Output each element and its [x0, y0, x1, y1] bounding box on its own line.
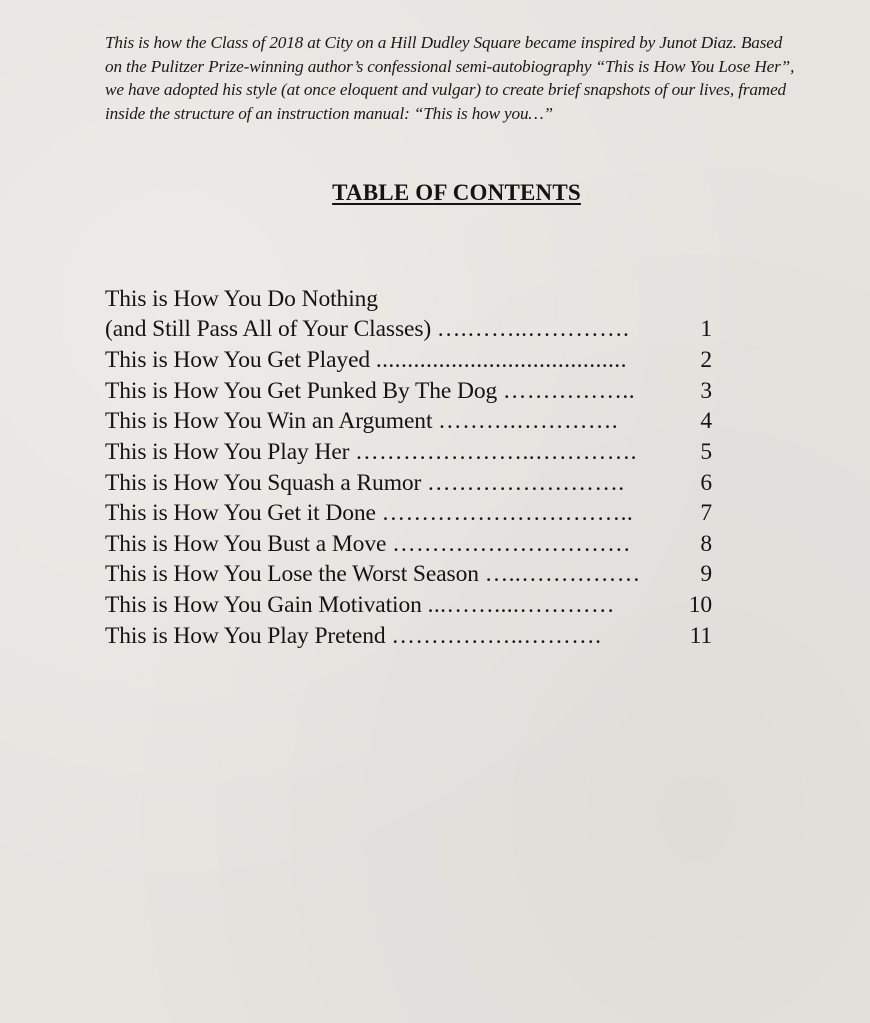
toc-page-number: 6 — [700, 470, 712, 496]
toc-page-number: 11 — [689, 623, 712, 649]
toc-heading: TABLE OF CONTENTS — [332, 180, 581, 205]
toc-entry-label: This is How You Squash a Rumor — [105, 470, 422, 496]
toc-dot-leader: ………………………….. — [381, 500, 634, 526]
toc-entry-2[interactable] — [105, 345, 712, 375]
toc-page-number: 10 — [688, 592, 712, 618]
toc-dot-leader: ….……..…………. — [436, 316, 630, 342]
toc-entry-1-title[interactable] — [105, 284, 525, 314]
intro-paragraph — [105, 31, 817, 125]
toc-entry-6[interactable] — [105, 468, 712, 498]
toc-page-number: 3 — [700, 378, 712, 404]
toc-entry-1-continued[interactable] — [105, 314, 712, 344]
toc-entry-11[interactable] — [105, 621, 712, 651]
toc-dot-leader: ………………………… — [392, 531, 632, 557]
toc-entry-label: This is How You Do Nothing — [105, 286, 378, 312]
intro-line: This is how the Class of 2018 at City on a Hill Dudley Square became inspired by Junot Diaz. Based — [105, 33, 783, 52]
toc-entry-label: This is How You Get Played — [105, 347, 371, 373]
toc-entry-label: This is How You Win an Argument — [105, 408, 433, 434]
toc-page-number: 8 — [700, 531, 712, 557]
toc-dot-leader: …..…………… — [484, 561, 641, 587]
toc-page-number: 2 — [700, 347, 712, 373]
intro-line: inside the structure of an instruction manual: “This is how you…” — [105, 103, 553, 123]
toc-entry-label: This is How You Bust a Move — [105, 531, 387, 557]
toc-entry-label: (and Still Pass All of Your Classes) — [105, 316, 432, 342]
toc-dot-leader: …………………..…………. — [355, 439, 637, 465]
toc-entry-3[interactable] — [105, 376, 712, 406]
intro-line: on the Pulitzer Prize-winning author’s confessional semi-autobiography “This is How You Lose Her”, — [105, 56, 795, 76]
toc-page-number: 1 — [700, 316, 712, 342]
toc-page-number: 9 — [700, 561, 712, 587]
toc-entry-label: This is How You Play Pretend — [105, 623, 386, 649]
toc-entry-label: This is How You Get Punked By The Dog — [105, 378, 498, 404]
toc-entry-4[interactable] — [105, 406, 712, 436]
toc-page-number: 4 — [700, 408, 712, 434]
toc-dot-leader: ...……....………… — [427, 592, 615, 618]
toc-entry-label: This is How You Gain Motivation — [105, 592, 422, 618]
toc-page-number: 5 — [700, 439, 712, 465]
toc-dot-leader: …………….. — [502, 378, 635, 404]
toc-page-number: 7 — [700, 500, 712, 526]
toc-entry-10[interactable] — [105, 590, 712, 620]
toc-dot-leader: ........................................ — [375, 347, 627, 373]
toc-entry-5[interactable] — [105, 437, 712, 467]
toc-dot-leader: ……………..………. — [391, 623, 602, 649]
toc-entry-label: This is How You Get it Done — [105, 500, 376, 526]
toc-entry-label: This is How You Lose the Worst Season — [105, 561, 479, 587]
intro-line: we have adopted his style (at once eloquent and vulgar) to create brief snapshots of our lives, framed — [105, 80, 786, 100]
toc-entry-7[interactable] — [105, 498, 712, 528]
toc-entry-9[interactable] — [105, 559, 712, 589]
toc-dot-leader: ……….…………. — [438, 408, 619, 434]
toc-dot-leader: ……………………. — [427, 470, 625, 496]
toc-entry-8[interactable] — [105, 529, 712, 559]
toc-entry-label: This is How You Play Her — [105, 439, 350, 465]
